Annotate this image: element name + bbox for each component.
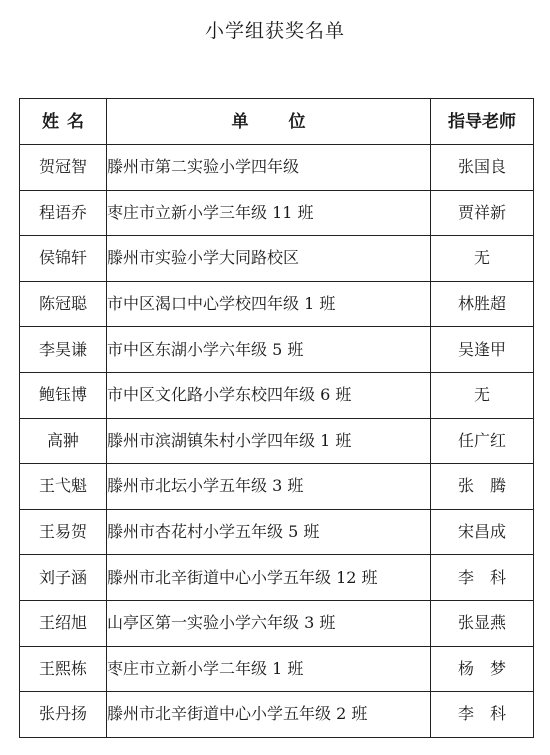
school-unit: 市中区渴口中心学校四年级 1 班 (107, 281, 431, 327)
student-name: 侯锦轩 (20, 236, 107, 282)
school-unit: 市中区文化路小学东校四年级 6 班 (107, 372, 431, 418)
teacher-name: 贾祥新 (431, 190, 534, 236)
school-unit: 滕州市第二实验小学四年级 (107, 145, 431, 191)
teacher-name: 无 (431, 236, 534, 282)
table-row (20, 327, 534, 373)
table-row (20, 236, 534, 282)
table-row (20, 372, 534, 418)
school-unit: 滕州市实验小学大同路校区 (107, 236, 431, 282)
teacher-name: 李 科 (431, 692, 534, 738)
teacher-name: 林胜超 (431, 281, 534, 327)
teacher-name: 宋昌成 (431, 509, 534, 555)
award-roster-table (19, 98, 534, 738)
header-name (20, 99, 107, 145)
school-unit: 滕州市北坛小学五年级 3 班 (107, 464, 431, 510)
table-row (20, 281, 534, 327)
school-unit: 枣庄市立新小学二年级 1 班 (107, 646, 431, 692)
student-name: 李昊谦 (20, 327, 107, 373)
table-header (20, 99, 534, 145)
student-name: 高翀 (20, 418, 107, 464)
table-row (20, 418, 534, 464)
student-name: 张丹扬 (20, 692, 107, 738)
student-name: 贺冠智 (20, 145, 107, 191)
student-name: 鲍钰博 (20, 372, 107, 418)
student-name: 王熙栋 (20, 646, 107, 692)
table-row (20, 555, 534, 601)
school-unit: 滕州市滨湖镇朱村小学四年级 1 班 (107, 418, 431, 464)
table-row (20, 145, 534, 191)
student-name: 程语乔 (20, 190, 107, 236)
student-name: 王弋魁 (20, 464, 107, 510)
teacher-name: 吴逢甲 (431, 327, 534, 373)
teacher-name: 李 科 (431, 555, 534, 601)
teacher-name: 任广红 (431, 418, 534, 464)
header-unit-label: 单位 (231, 111, 346, 132)
school-unit: 市中区东湖小学六年级 5 班 (107, 327, 431, 373)
table-row (20, 692, 534, 738)
table-row (20, 190, 534, 236)
header-row (20, 99, 534, 145)
header-unit (107, 99, 431, 145)
header-name-label: 姓名 (42, 111, 92, 132)
teacher-name: 杨 梦 (431, 646, 534, 692)
school-unit: 滕州市北辛街道中心小学五年级 12 班 (107, 555, 431, 601)
student-name: 王易贺 (20, 509, 107, 555)
student-name: 陈冠聪 (20, 281, 107, 327)
table-row (20, 509, 534, 555)
school-unit: 枣庄市立新小学三年级 11 班 (107, 190, 431, 236)
teacher-name: 张 腾 (431, 464, 534, 510)
school-unit: 滕州市北辛街道中心小学五年级 2 班 (107, 692, 431, 738)
table-row (20, 646, 534, 692)
school-unit: 滕州市杏花村小学五年级 5 班 (107, 509, 431, 555)
document-title: 小学组获奖名单 (204, 20, 345, 42)
header-teacher (431, 99, 534, 145)
teacher-name: 张显燕 (431, 600, 534, 646)
student-name: 刘子涵 (20, 555, 107, 601)
table-body (20, 145, 534, 738)
student-name: 王绍旭 (20, 600, 107, 646)
table-row (20, 600, 534, 646)
header-teacher-label: 指导老师 (448, 111, 516, 132)
teacher-name: 无 (431, 372, 534, 418)
school-unit: 山亭区第一实验小学六年级 3 班 (107, 600, 431, 646)
teacher-name: 张国良 (431, 145, 534, 191)
table-row (20, 464, 534, 510)
